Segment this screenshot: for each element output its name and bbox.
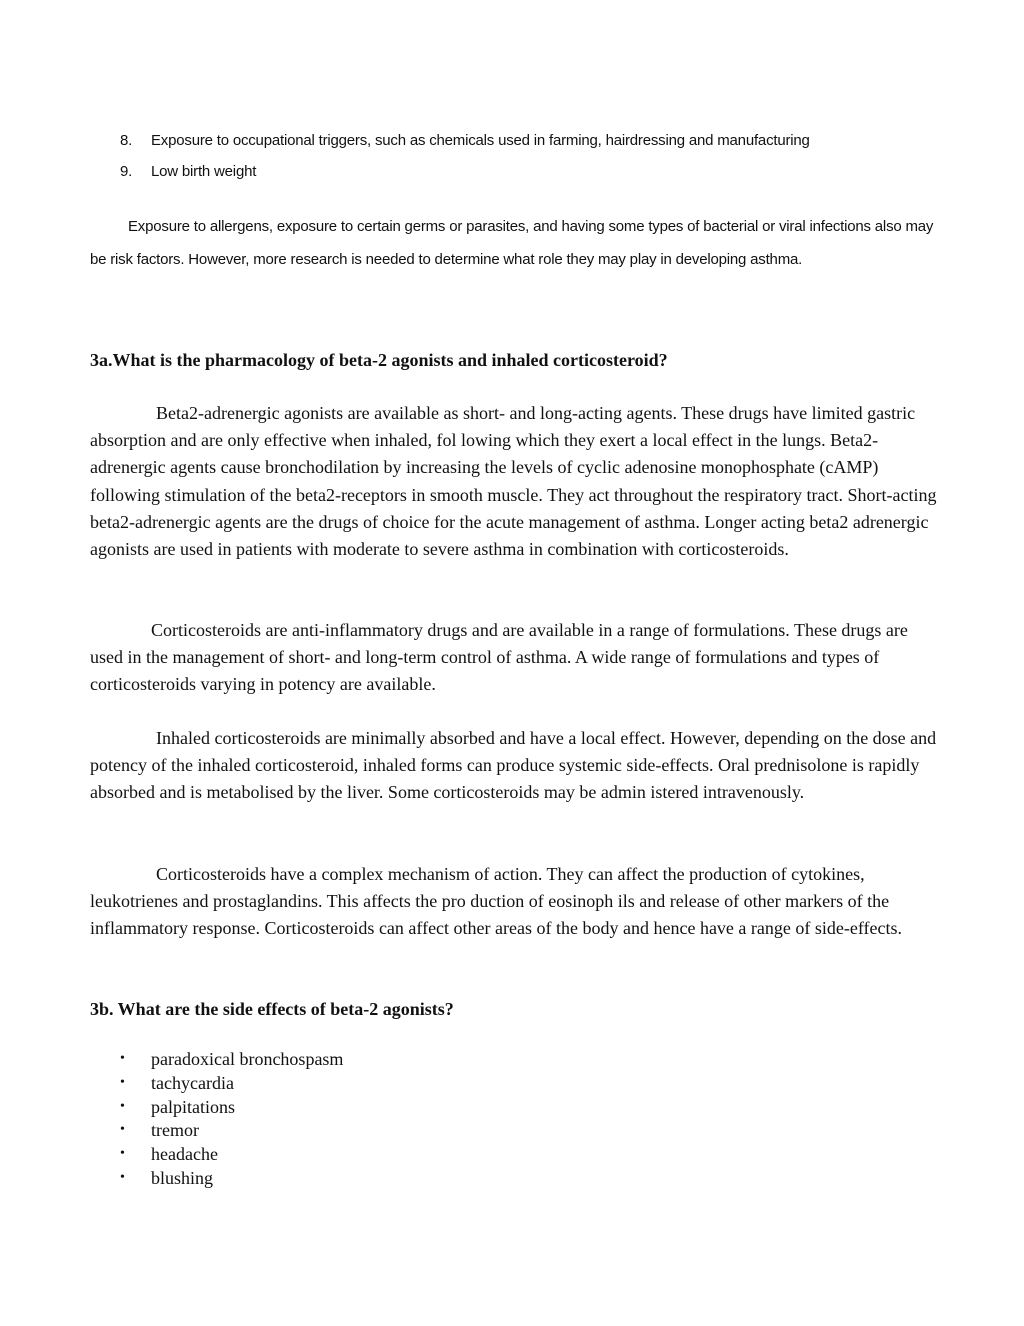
list-item: [120, 1166, 343, 1190]
bullet-icon: •: [120, 1051, 125, 1066]
list-item: [120, 1071, 343, 1095]
list-item: [120, 129, 940, 160]
side-effect-text: tachycardia: [151, 1072, 234, 1093]
side-effect-text: paradoxical bronchospasm: [151, 1049, 344, 1069]
section-3b-heading: 3b. What are the side effects of beta-2 agonists?: [90, 999, 454, 1019]
list-number: 9.: [120, 163, 133, 180]
bullet-icon: •: [120, 1146, 125, 1162]
list-number: 8.: [120, 132, 133, 149]
section-3a-heading: 3a.What is the pharmacology of beta-2 agonists and inhaled corticosteroid?: [90, 350, 668, 370]
bullet-icon: •: [120, 1169, 125, 1185]
corticosteroids-paragraph: Corticosteroids are anti-inflammatory drugs and are available in a range of formulations. These drugs are used in the management of short- and long-term control of asthma. A wide range of formulations and types of corticosteroids varying in potency are available.: [90, 620, 908, 695]
risk-factors-paragraph: Exposure to allergens, exposure to certain germs or parasites, and having some types of bacterial or viral infections also may be risk factors. However, more research is needed to determine what role they may play in developing asthma.: [90, 218, 934, 268]
list-item: [120, 1095, 343, 1119]
list-item: [120, 1047, 343, 1071]
side-effect-text: headache: [151, 1144, 218, 1165]
risk-factors-list: [120, 129, 940, 191]
inhaled-corticosteroids-paragraph: Inhaled corticosteroids are minimally absorbed and have a local effect. However, depending on the dose and potency of the inhaled corticosteroid, inhaled forms can produce systemic side-effects. Oral prednisolone is rapidly absorbed and is metabolised by the liver. Some corticosteroids may be admin istered intravenously.: [90, 728, 937, 803]
bullet-icon: •: [120, 1098, 125, 1114]
side-effects-list: [120, 1047, 343, 1190]
list-item: [120, 1142, 343, 1166]
bullet-icon: •: [120, 1122, 125, 1138]
list-item-text: Low birth weight: [151, 163, 257, 180]
list-item: [120, 1118, 343, 1142]
beta2-agonists-paragraph: Beta2-adrenergic agonists are available as short- and long-acting agents. These drugs have limited gastric absorption and are only effective when inhaled, fol lowing which they exert a local effect in the lungs. Beta2-adrenergic agents cause bronchodilation by increasing the levels of cyclic adenosine monophosphate (cAMP) following stimulation of the beta2-receptors in smooth muscle. They act throughout the respiratory tract. Short-acting beta2-adrenergic agents are the drugs of choice for the acute management of asthma. Longer acting beta2 adrenergic agonists are used in patients with moderate to severe asthma in combination with corticosteroids.: [90, 403, 937, 560]
bullet-icon: •: [120, 1074, 125, 1090]
side-effect-text: tremor: [151, 1120, 199, 1141]
side-effect-text: blushing: [151, 1167, 214, 1188]
side-effect-text: palpitations: [151, 1096, 235, 1117]
corticosteroid-mechanism-paragraph: Corticosteroids have a complex mechanism of action. They can affect the production of cytokines, leukotrienes and prostaglandins. This affects the pro duction of eosinoph ils and release of other markers of the inflammatory response. Corticosteroids can affect other areas of the body and hence have a range of side-effects.: [90, 864, 903, 939]
list-item-text: Exposure to occupational triggers, such as chemicals used in farming, hairdressing and manufacturing: [151, 132, 810, 149]
list-item: [120, 160, 940, 191]
